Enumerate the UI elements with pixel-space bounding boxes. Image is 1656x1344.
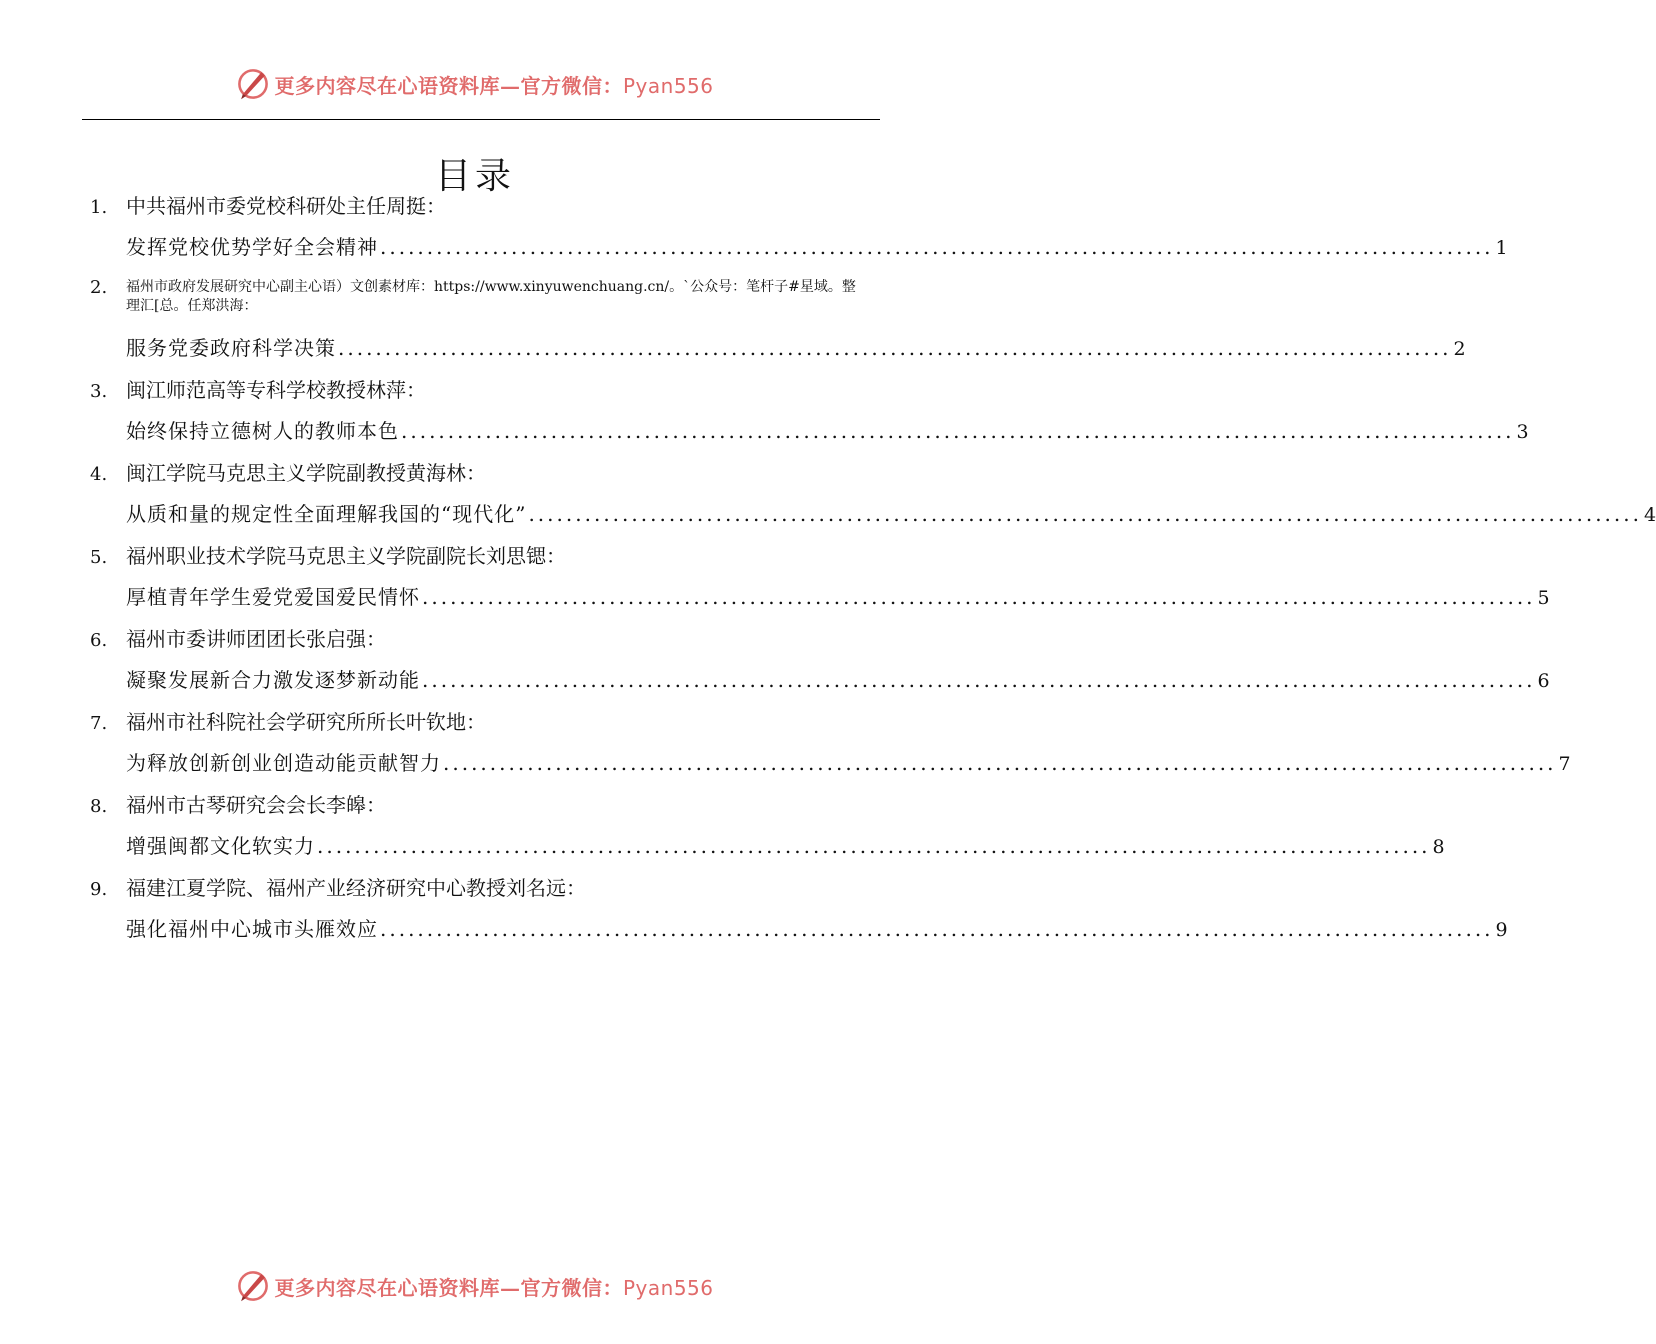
footer-watermark	[0, 1266, 950, 1306]
toc-entry-heading	[90, 710, 870, 736]
leader-dots: .......................................................................................................................	[317, 834, 1431, 858]
entry-page-number: 9	[1495, 919, 1508, 941]
toc-entry-heading	[90, 544, 870, 570]
entry-title: 凝聚发展新合力激发逐梦新动能	[126, 668, 420, 692]
toc-entry-line[interactable]	[126, 234, 1508, 261]
entry-title: 强化福州中心城市头雁效应	[126, 917, 378, 941]
entry-author: 闽江师范高等专科学校教授林萍：	[126, 378, 426, 402]
watermark-text: 更多内容尽在心语资料库—官方微信：Pyan556	[274, 73, 714, 98]
entry-author: 福州市委讲师团团长张启强：	[126, 627, 386, 651]
entry-page-number: 6	[1537, 670, 1550, 692]
leader-dots: .......................................................................................................................	[338, 336, 1452, 360]
entry-number: 4.	[90, 464, 108, 485]
entry-page-number: 3	[1516, 421, 1529, 443]
toc-entry-heading	[90, 793, 870, 819]
entry-page-number: 4	[1644, 504, 1656, 526]
toc-entry-line[interactable]	[126, 501, 1656, 528]
entry-author: 福州市社科院社会学研究所所长叶钦地：	[126, 710, 486, 734]
entry-author: 福建江夏学院、福州产业经济研究中心教授刘名远：	[126, 876, 586, 900]
entry-author: 中共福州市委党校科研处主任周挺：	[126, 194, 446, 218]
entry-title: 发挥党校优势学好全会精神	[126, 235, 378, 259]
toc-entry-line[interactable]	[126, 584, 1550, 611]
leader-dots: .......................................................................................................................	[401, 419, 1515, 443]
entry-number: 6.	[90, 630, 108, 651]
toc-entry-heading	[90, 378, 870, 404]
entry-author: 福州市古琴研究会会长李皞：	[126, 793, 386, 817]
entry-number: 2.	[90, 277, 108, 298]
entry-author: 福州职业技术学院马克思主义学院副院长刘思锶：	[126, 544, 566, 568]
toc-title: 目录	[434, 156, 515, 197]
toc-entry-line[interactable]	[126, 335, 1466, 362]
entry-title: 增强闽都文化软实力	[126, 834, 315, 858]
toc-entry-heading	[90, 461, 870, 487]
leader-dots: .......................................................................................................................	[380, 917, 1494, 941]
entry-number: 8.	[90, 796, 108, 817]
pen-logo-icon	[236, 67, 270, 101]
entry-number: 7.	[90, 713, 108, 734]
watermark-text: 更多内容尽在心语资料库—官方微信：Pyan556	[274, 1275, 714, 1300]
entry-title: 为释放创新创业创造动能贡献智力	[126, 751, 441, 775]
pen-logo-icon	[236, 1269, 270, 1303]
entry-page-number: 2	[1453, 338, 1466, 360]
entry-title: 始终保持立德树人的教师本色	[126, 419, 399, 443]
leader-dots: .......................................................................................................................	[528, 502, 1642, 526]
header-watermark	[0, 64, 950, 104]
toc-entry-line[interactable]	[126, 916, 1508, 943]
toc-entry-line[interactable]	[126, 667, 1550, 694]
entry-title: 服务党委政府科学决策	[126, 336, 336, 360]
entry-page-number: 7	[1558, 753, 1571, 775]
toc-entry-heading	[90, 627, 870, 653]
leader-dots: .......................................................................................................................	[380, 235, 1494, 259]
entry-author: 福州市政府发展研究中心副主心语）文创素材库：https://www.xinyuwenchuang.cn/。`公众号：笔杆子#星域。整理汇[总。任郑洪海：	[126, 279, 856, 314]
leader-dots: .......................................................................................................................	[422, 585, 1536, 609]
toc-entry-line[interactable]	[126, 750, 1571, 777]
toc-entry-heading	[90, 278, 870, 316]
toc-entry-heading	[90, 194, 870, 220]
header-rule	[82, 119, 880, 120]
entry-number: 3.	[90, 381, 108, 402]
entry-author: 闽江学院马克思主义学院副教授黄海林：	[126, 461, 486, 485]
entry-page-number: 1	[1495, 237, 1508, 259]
entry-page-number: 5	[1537, 587, 1550, 609]
entry-number: 1.	[90, 197, 108, 218]
leader-dots: .......................................................................................................................	[422, 668, 1536, 692]
leader-dots: .......................................................................................................................	[443, 751, 1557, 775]
toc-entry-heading	[90, 876, 870, 902]
toc-entry-line[interactable]	[126, 418, 1529, 445]
toc-entry-line[interactable]	[126, 833, 1445, 860]
entry-title: 从质和量的规定性全面理解我国的“现代化”	[126, 502, 527, 526]
entry-number: 5.	[90, 547, 108, 568]
entry-title: 厚植青年学生爱党爱国爱民情怀	[126, 585, 420, 609]
entry-number: 9.	[90, 879, 108, 900]
entry-page-number: 8	[1432, 836, 1445, 858]
